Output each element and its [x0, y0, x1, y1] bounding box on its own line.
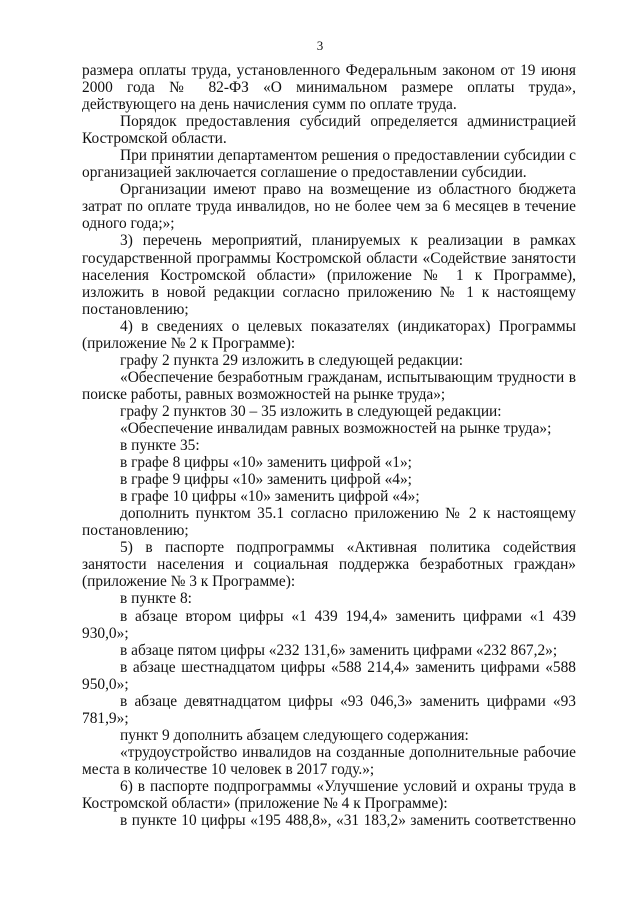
paragraph: размера оплаты труда, установленного Федеральным законом от 19 июня 2000 года № 82-ФЗ «О минимальном размере оплаты труда», действующего на день начисления сумм по оплате труда. — [82, 62, 576, 114]
paragraph: дополнить пунктом 35.1 согласно приложению № 2 к настоящему постановлению; — [82, 505, 576, 540]
paragraph: в графе 8 цифры «10» заменить цифрой «1»; — [120, 454, 412, 472]
paragraph: графу 2 пунктов 30 – 35 изложить в следующей редакции: — [120, 402, 502, 420]
paragraph: в графе 10 цифры «10» заменить цифрой «4»; — [120, 488, 420, 506]
paragraph: в графе 9 цифры «10» заменить цифрой «4»; — [120, 471, 412, 489]
document-body — [82, 62, 576, 829]
paragraph: Порядок предоставления субсидий определяется администрацией Костромской области. — [82, 113, 576, 148]
paragraph: в пункте 35: — [120, 437, 200, 455]
paragraph: в абзаце девятнадцатом цифры «93 046,3» заменить цифрами «93 781,9»; — [82, 692, 576, 727]
paragraph: пункт 9 дополнить абзацем следующего содержания: — [120, 726, 469, 744]
paragraph: «Обеспечение инвалидам равных возможностей на рынке труда»; — [120, 419, 552, 437]
paragraph: 5) в паспорте подпрограммы «Активная политика содействия занятости населения и социальная поддержка безработных граждан» (приложение № 3 к Программе): — [82, 539, 576, 591]
paragraph: «Обеспечение безработным гражданам, испытывающим трудности в поиске работы, равных возможностей на рынке труда»; — [82, 368, 576, 403]
paragraph: в абзаце пятом цифры «232 131,6» заменить цифрами «232 867,2»; — [120, 641, 558, 659]
paragraph: «трудоустройство инвалидов на созданные дополнительные рабочие места в количестве 10 человек в 2017 году.»; — [82, 743, 576, 778]
paragraph: 3) перечень мероприятий, планируемых к реализации в рамках государственной программы Костромской области «Содействие занятости населения Костромской области» (приложение № 1 к Программе), изложить в новой редакции согласно приложению № 1 к настоящему постановлению; — [82, 232, 576, 318]
paragraph: Организации имеют право на возмещение из областного бюджета затрат по оплате труда инвалидов, но не более чем за 6 месяцев в течение одного года;»; — [82, 181, 576, 233]
paragraph: в пункте 8: — [120, 590, 192, 608]
paragraph: в абзаце втором цифры «1 439 194,4» заменить цифрами «1 439 930,0»; — [82, 607, 576, 642]
paragraph: в пункте 10 цифры «195 488,8», «31 183,2» заменить соответственно — [120, 812, 576, 830]
paragraph: графу 2 пункта 29 изложить в следующей редакции: — [120, 351, 464, 369]
paragraph: При принятии департаментом решения о предоставлении субсидии с организацией заключается соглашение о предоставлении субсидии. — [82, 147, 576, 182]
page-number: 3 — [316, 38, 324, 53]
paragraph: в абзаце шестнадцатом цифры «588 214,4» заменить цифрами «588 950,0»; — [82, 658, 576, 693]
paragraph: 6) в паспорте подпрограммы «Улучшение условий и охраны труда в Костромской области» (приложение № 4 к Программе): — [82, 777, 576, 813]
paragraph: 4) в сведениях о целевых показателях (индикаторах) Программы (приложение № 2 к Программе): — [82, 317, 576, 352]
